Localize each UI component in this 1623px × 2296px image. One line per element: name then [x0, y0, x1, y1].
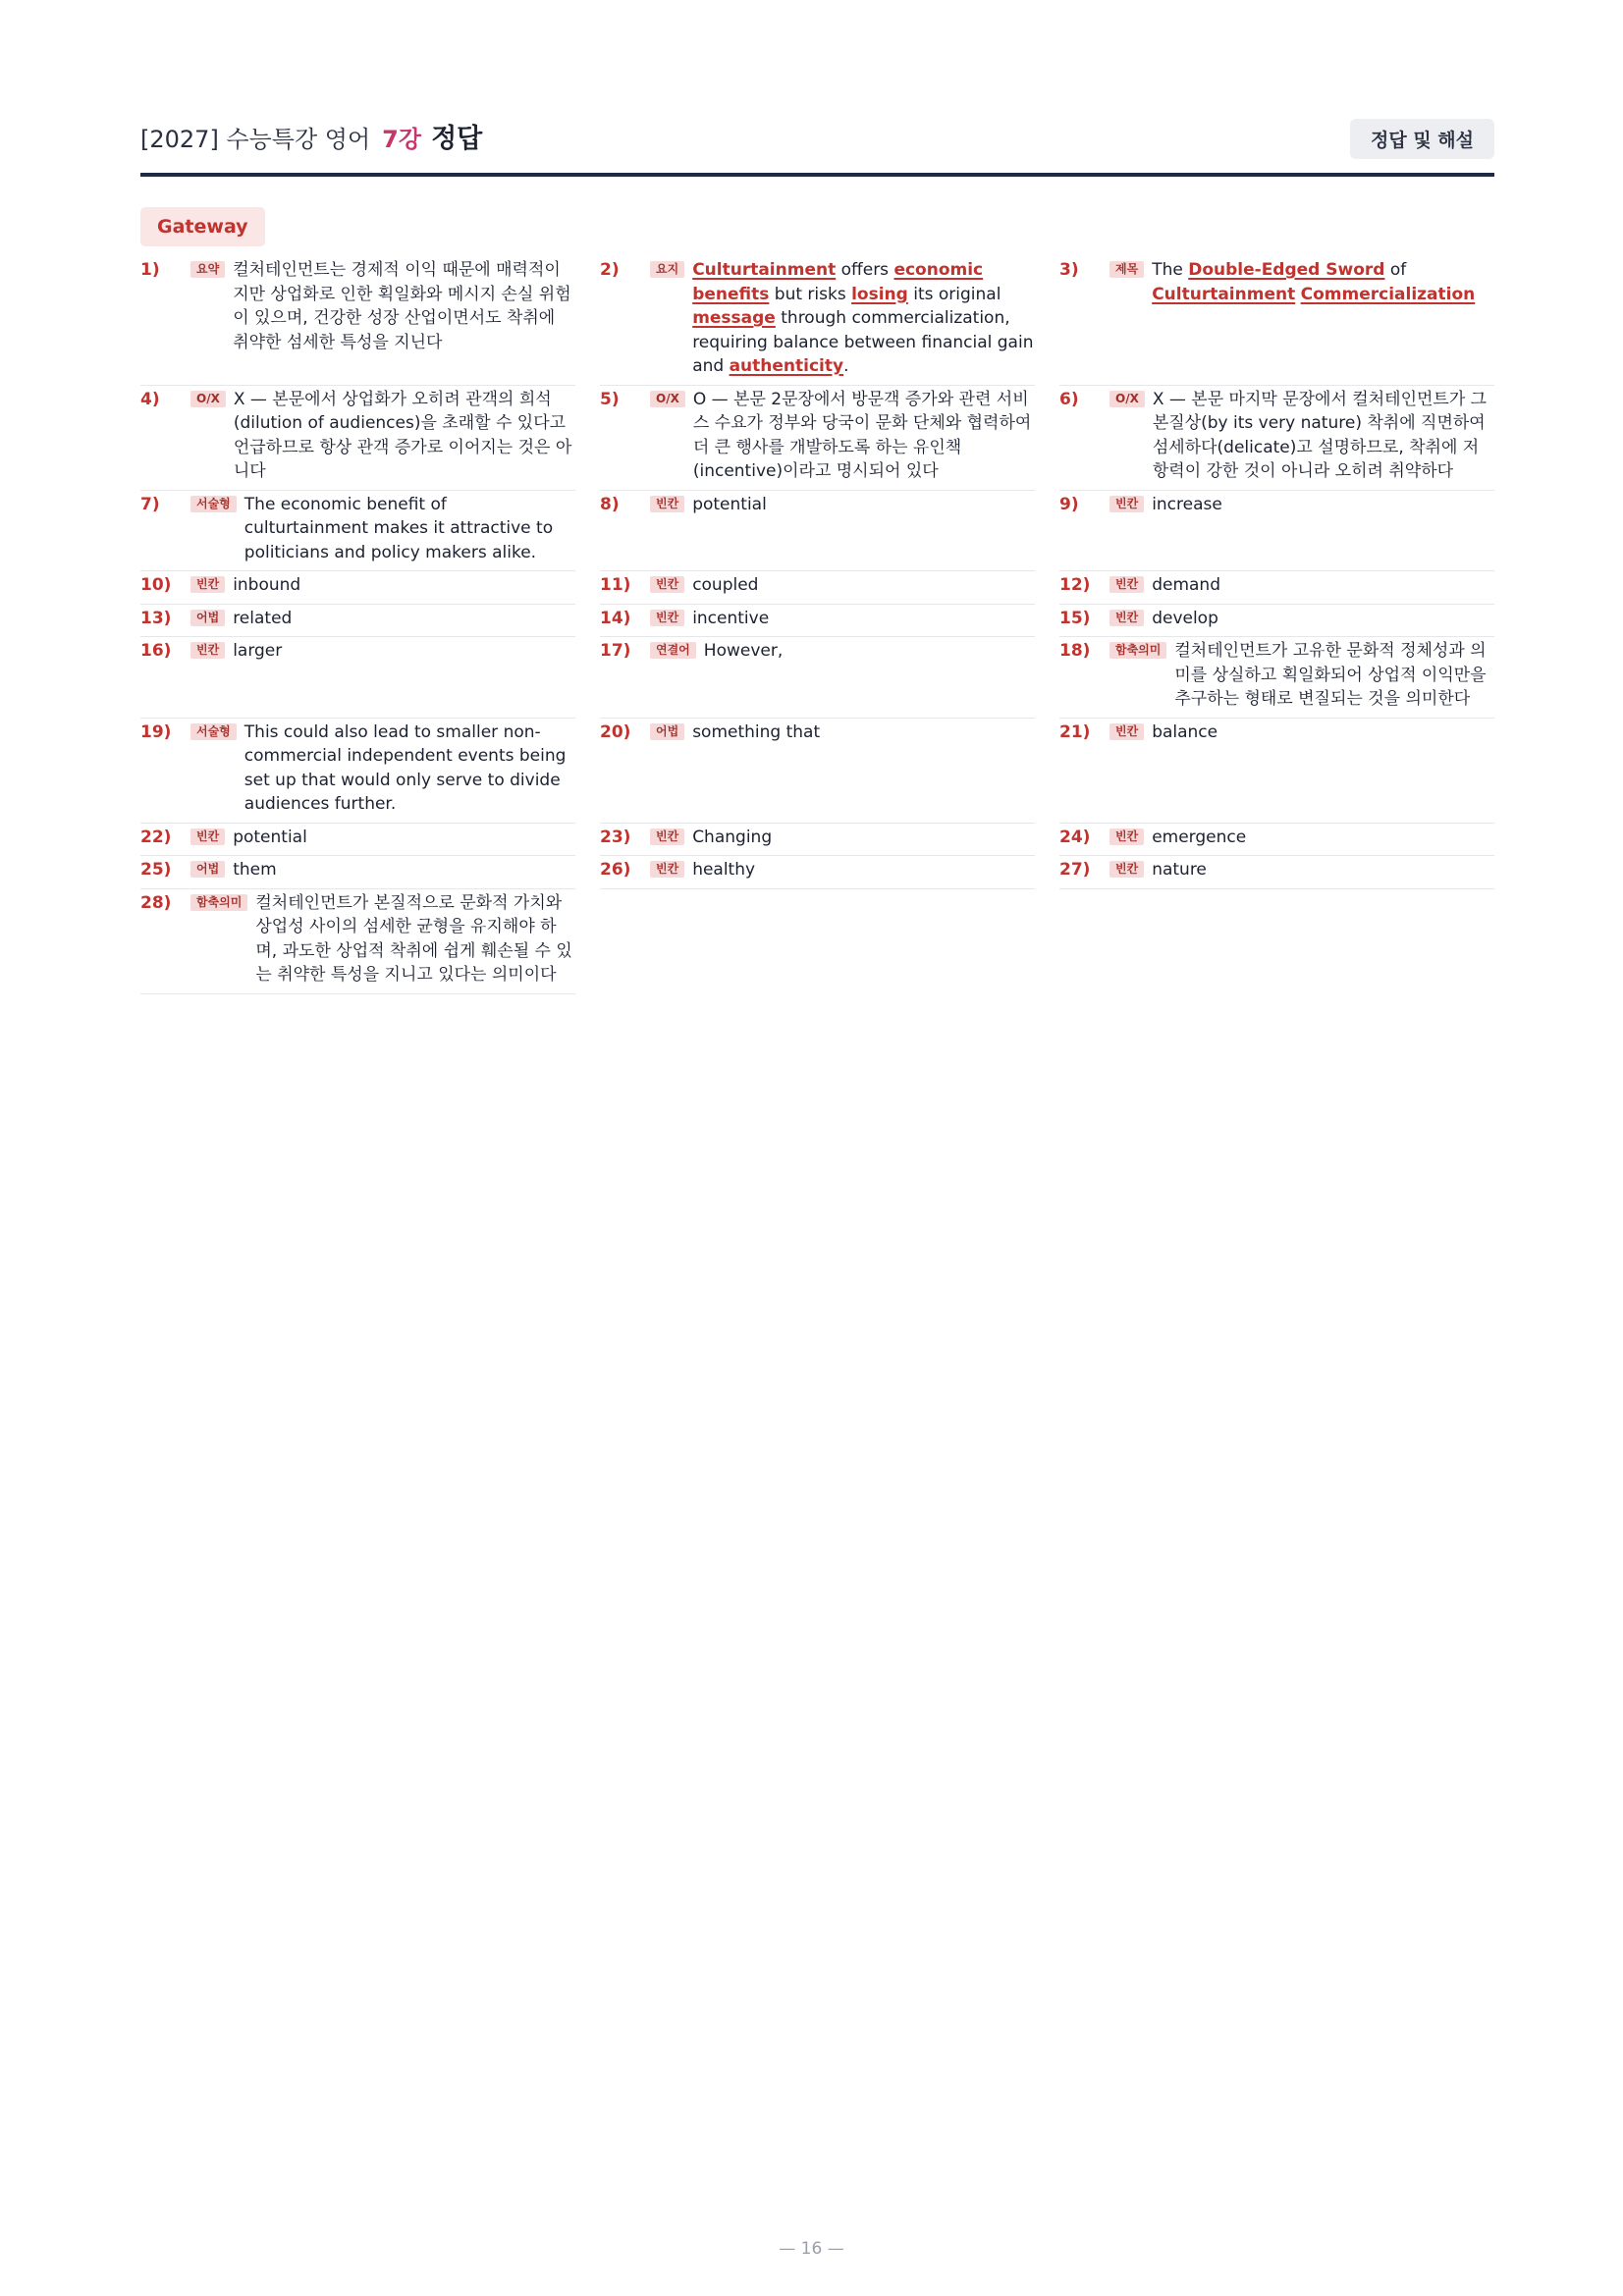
answer-item: [600, 605, 1035, 638]
question-type-tag: 서술형: [190, 496, 237, 512]
answer-item: [600, 256, 1035, 386]
answer-text-part: offers: [836, 260, 894, 280]
answer-text: potential: [692, 494, 767, 514]
answer-item: [600, 491, 1035, 572]
header-title-group: [140, 124, 482, 155]
key-phrase: losing: [851, 284, 908, 304]
answer-item: [600, 571, 1035, 605]
answer-item: [1059, 256, 1494, 386]
question-type-tag: 빈칸: [190, 642, 225, 659]
answer-item: [1059, 491, 1494, 572]
answer-key-badge: 정답 및 해설: [1350, 119, 1494, 159]
question-type-tag: 빈칸: [650, 496, 684, 512]
answer-item: [140, 491, 575, 572]
answer-number: 27): [1059, 860, 1091, 880]
question-type-tag: 빈칸: [1109, 861, 1144, 878]
question-type-tag: 제목: [1109, 261, 1144, 278]
answer-text: something that: [692, 721, 821, 742]
answer-text-part: .: [843, 356, 849, 376]
answer-number: 10): [140, 575, 172, 595]
answer-number: 20): [600, 721, 631, 742]
answer-text: This could also lead to smaller non-commercial independent events being set up that would only serve to divide audiences further.: [243, 721, 567, 814]
answer-item: [600, 824, 1035, 857]
question-type-tag: 빈칸: [1109, 576, 1144, 593]
answer-item: [1059, 571, 1494, 605]
answer-number: 7): [140, 494, 160, 514]
answer-number: 1): [140, 260, 160, 280]
question-type-tag: 빈칸: [650, 576, 684, 593]
question-type-tag: 빈칸: [650, 828, 684, 845]
answer-number: 18): [1059, 641, 1091, 661]
answer-text: emergence: [1152, 827, 1247, 847]
answer-number: 3): [1059, 260, 1079, 280]
answer-text-part: through commercialization, requiring balance between financial gain and: [692, 308, 1034, 376]
answer-number: 19): [140, 721, 172, 742]
answer-number: 16): [140, 641, 172, 661]
answer-text: However,: [703, 641, 784, 661]
key-phrase: economic benefits: [692, 260, 984, 304]
key-phrase: Commercialization: [1300, 284, 1476, 304]
question-type-tag: 함축의미: [1109, 642, 1166, 659]
question-type-tag: 빈칸: [650, 861, 684, 878]
answer-number: 12): [1059, 575, 1091, 595]
answer-item: [600, 386, 1035, 491]
key-phrase: Culturtainment: [1152, 284, 1296, 304]
answer-number: 9): [1059, 494, 1079, 514]
question-type-tag: O/X: [650, 391, 685, 407]
answer-text: them: [233, 860, 277, 880]
answer-text: healthy: [692, 860, 756, 880]
question-type-tag: 빈칸: [1109, 828, 1144, 845]
answer-item: [1059, 637, 1494, 719]
question-type-tag: 어법: [190, 610, 225, 626]
question-type-tag: 함축의미: [190, 894, 247, 911]
answer-number: 23): [600, 827, 631, 847]
answer-item: [600, 637, 1035, 719]
question-type-tag: O/X: [1109, 391, 1145, 407]
question-type-tag: 빈칸: [650, 610, 684, 626]
question-type-tag: 어법: [650, 723, 684, 740]
answer-text: nature: [1152, 860, 1207, 880]
question-type-tag: 빈칸: [1109, 723, 1144, 740]
answer-text: coupled: [692, 575, 759, 595]
answer-item: [600, 856, 1035, 889]
answer-text: incentive: [692, 608, 770, 628]
answer-number: 25): [140, 860, 172, 880]
answer-text-part: The: [1152, 260, 1189, 280]
answer-text: larger: [233, 641, 283, 661]
answer-number: 11): [600, 575, 631, 595]
answer-item: [140, 605, 575, 638]
page-header: [140, 116, 1494, 177]
question-type-tag: 요약: [190, 261, 225, 278]
answer-number: 8): [600, 494, 620, 514]
answer-text: balance: [1152, 721, 1218, 742]
answer-number: 6): [1059, 389, 1079, 409]
answer-text: [692, 258, 1035, 379]
answer-number: 4): [140, 389, 160, 409]
question-type-tag: 서술형: [190, 723, 237, 740]
answer-text: X — 본문에서 상업화가 오히려 관객의 희석(dilution of audiences)을 초래할 수 있다고 언급하므로 항상 관객 증가로 이어지는 것은 아니다: [233, 389, 572, 481]
page-title: 정답: [431, 124, 483, 154]
answer-number: 14): [600, 608, 631, 628]
answer-number: 26): [600, 860, 631, 880]
answer-item: [140, 824, 575, 857]
answer-text-part: of: [1384, 260, 1407, 280]
question-type-tag: 연결어: [650, 642, 696, 659]
answer-number: 13): [140, 608, 172, 628]
answer-text: The economic benefit of culturtainment makes it attractive to politicians and policy makers alike.: [243, 494, 554, 562]
answer-text: O — 본문 2문장에서 방문객 증가와 관련 서비스 수요가 정부와 당국이 문화 단체와 협력하여 더 큰 행사를 개발하도록 하는 유인책(incentive)이라고 명시되어 있다: [692, 389, 1032, 481]
question-type-tag: 빈칸: [1109, 610, 1144, 626]
answer-number: 5): [600, 389, 620, 409]
answer-text: develop: [1152, 608, 1218, 628]
answer-item: [1059, 605, 1494, 638]
answer-item: [1059, 856, 1494, 889]
page-number: — 16 —: [779, 2239, 844, 2259]
section-label: Gateway: [140, 207, 265, 246]
answer-number: 17): [600, 641, 631, 661]
answer-item: [140, 571, 575, 605]
answer-number: 28): [140, 892, 172, 913]
question-type-tag: 빈칸: [190, 828, 225, 845]
answer-grid: [140, 256, 1494, 994]
series-name: [2027] 수능특강 영어: [140, 126, 371, 153]
answer-text: [1152, 258, 1494, 306]
answer-item: [1059, 719, 1494, 824]
answer-number: 21): [1059, 721, 1091, 742]
answer-text: increase: [1152, 494, 1222, 514]
answer-text: X — 본문 마지막 문장에서 컬처테인먼트가 그 본질상(by its very nature) 착취에 직면하여 섬세하다(delicate)고 설명하므로, 착취에 저항력이 강한 것이 아니라 오히려 취약하다: [1152, 389, 1488, 481]
answer-item: [140, 889, 575, 994]
lesson-number: 7강: [382, 126, 422, 153]
answer-number: 2): [600, 260, 620, 280]
answer-item: [1059, 386, 1494, 491]
answer-text: demand: [1152, 575, 1220, 595]
key-phrase: Culturtainment: [692, 260, 837, 280]
question-type-tag: 어법: [190, 861, 225, 878]
answer-text: potential: [233, 827, 307, 847]
answer-text: Changing: [692, 827, 773, 847]
answer-number: 22): [140, 827, 172, 847]
answer-text: related: [233, 608, 293, 628]
question-type-tag: 요지: [650, 261, 684, 278]
answer-item: [140, 719, 575, 824]
answer-text: 컬처테인먼트가 본질적으로 문화적 가치와 상업성 사이의 섬세한 균형을 유지해야 하며, 과도한 상업적 착취에 쉽게 훼손될 수 있는 취약한 특성을 지니고 있다는 의미이다: [255, 892, 572, 985]
question-type-tag: 빈칸: [1109, 496, 1144, 512]
answer-item: [140, 637, 575, 719]
answer-item: [140, 386, 575, 491]
answer-text: 컬처테인먼트는 경제적 이익 때문에 매력적이지만 상업화로 인한 획일화와 메시지 손실 위험이 있으며, 건강한 성장 산업이면서도 착취에 취약한 섬세한 특성을 지닌다: [233, 260, 571, 352]
answer-text-part: its original: [907, 284, 1001, 304]
answer-item: [600, 719, 1035, 824]
answer-item: [140, 256, 575, 386]
key-phrase: authenticity: [729, 356, 844, 376]
answer-number: 24): [1059, 827, 1091, 847]
key-phrase: message: [692, 308, 776, 328]
answer-number: 15): [1059, 608, 1091, 628]
question-type-tag: O/X: [190, 391, 226, 407]
key-phrase: Double-Edged Sword: [1188, 260, 1385, 280]
answer-text: inbound: [233, 575, 301, 595]
answer-text: 컬처테인먼트가 고유한 문화적 정체성과 의미를 상실하고 획일화되어 상업적 이익만을 추구하는 형태로 변질되는 것을 의미한다: [1174, 641, 1487, 709]
answer-text-part: but risks: [769, 284, 852, 304]
question-type-tag: 빈칸: [190, 576, 225, 593]
answer-item: [140, 856, 575, 889]
answer-item: [1059, 824, 1494, 857]
